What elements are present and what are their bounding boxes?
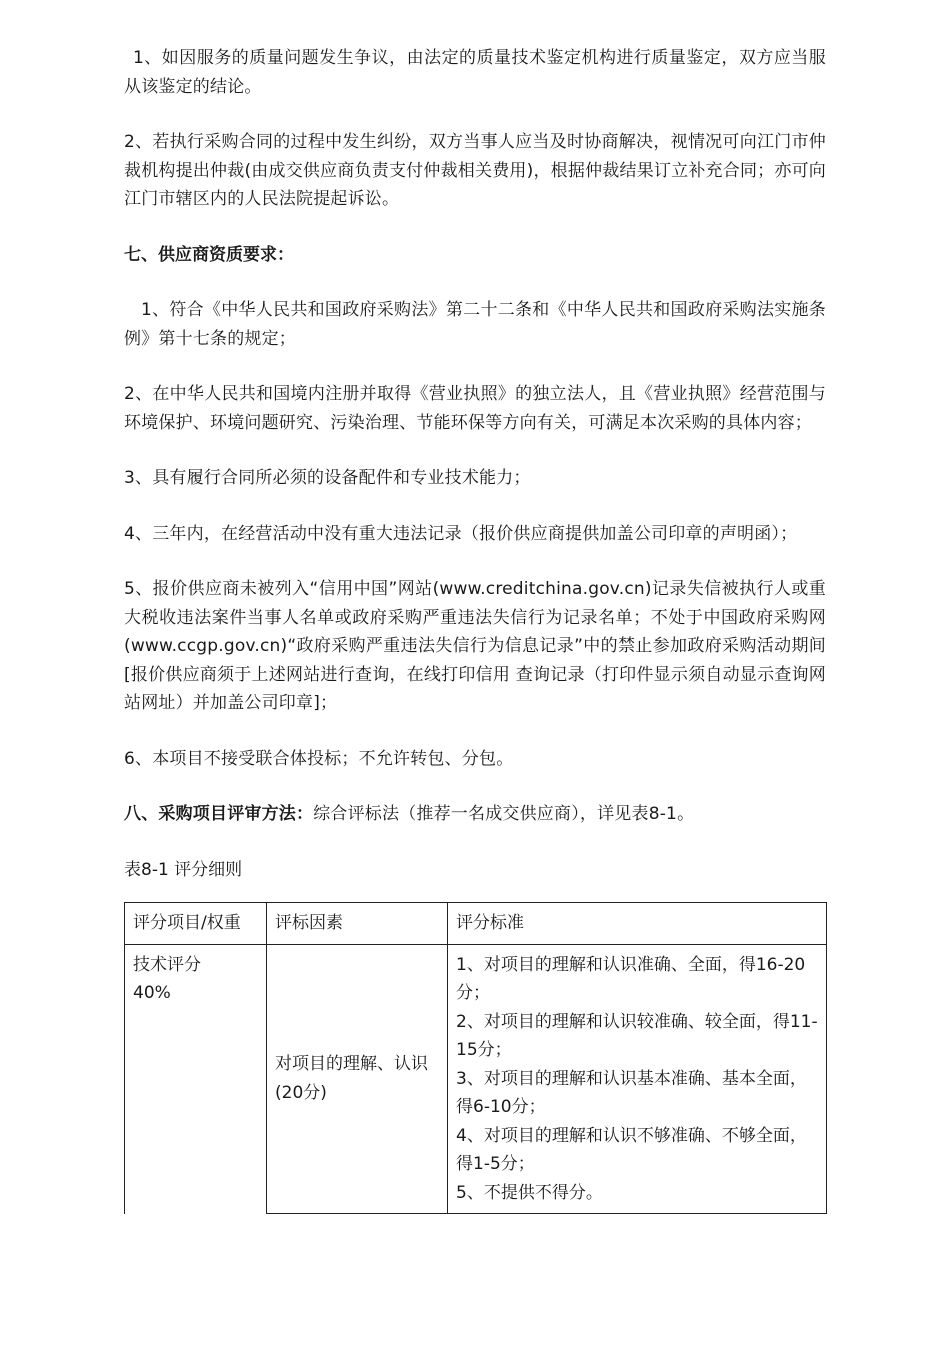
section8-paragraph — [124, 800, 826, 829]
category-weight: 40% — [133, 983, 171, 1003]
document-page — [124, 44, 826, 1214]
criteria-item: 5、不提供不得分。 — [456, 1182, 603, 1203]
section7-title: 七、供应商资质要求： — [124, 244, 294, 265]
section8-title: 八、采购项目评审方法： — [124, 804, 314, 824]
header-category: 评分项目/权重 — [125, 903, 267, 945]
section7-item-5: 5、报价供应商未被列入“信用中国”网站(www.creditchina.gov.cn)记录失信被执行人或重大税收违法案件当事人名单或政府采购严重违法失信行为记录名单；不处于中国政府采购网(www.ccgp.gov.cn)“政府采购严重违法失信行为信息记录”中的禁止参加政府采购活动期间[报价供应商须于上述网站进行查询，在线打印信用 查询记录（打印件显示须自动显示查询网站网址）并加盖公司印章]； — [124, 579, 826, 713]
section7-item-2: 2、在中华人民共和国境内注册并取得《营业执照》的独立法人，且《营业执照》经营范围与环境保护、环境问题研究、污染治理、节能环保等方向有关，可满足本次采购的具体内容； — [124, 384, 826, 433]
criteria-item: 4、对项目的理解和认识不够准确、不够全面，得1-5分； — [456, 1125, 807, 1174]
table-caption: 表8-1 评分细则 — [124, 859, 243, 880]
factor-cell: 对项目的理解、认识(20分) — [267, 944, 448, 1214]
criteria-cell — [448, 944, 827, 1214]
criteria-item: 1、对项目的理解和认识准确、全面，得16-20分； — [456, 954, 806, 1003]
section8-text: 综合评标法（推荐一名成交供应商），详见表8-1。 — [313, 804, 695, 824]
criteria-item: 3、对项目的理解和认识基本准确、基本全面，得6-10分； — [456, 1068, 807, 1117]
section6-item-2: 2、若执行采购合同的过程中发生纠纷，双方当事人应当及时协商解决，视情况可向江门市仲裁机构提出仲裁(由成交供应商负责支付仲裁相关费用)，根据仲裁结果订立补充合同；亦可向江门市辖区内的人民法院提起诉讼。 — [124, 132, 826, 209]
section7-item-6: 6、本项目不接受联合体投标；不允许转包、分包。 — [124, 748, 514, 769]
table-row — [125, 944, 827, 1214]
section7-item-4: 4、三年内，在经营活动中没有重大违法记录（报价供应商提供加盖公司印章的声明函）； — [124, 523, 798, 544]
header-criteria: 评分标准 — [448, 903, 827, 945]
table-header-row — [125, 903, 827, 945]
category-name: 技术评分 — [133, 954, 201, 975]
section7-item-1: 1、符合《中华人民共和国政府采购法》第二十二条和《中华人民共和国政府采购法实施条例》第十七条的规定； — [124, 300, 826, 349]
header-factor: 评标因素 — [267, 903, 448, 945]
scoring-table — [124, 902, 827, 1214]
category-cell — [125, 944, 267, 1214]
criteria-item: 2、对项目的理解和认识较准确、较全面，得11-15分； — [456, 1011, 818, 1060]
section7-item-3: 3、具有履行合同所必须的设备配件和专业技术能力； — [124, 468, 531, 488]
section6-item-1: 1、如因服务的质量问题发生争议，由法定的质量技术鉴定机构进行质量鉴定，双方应当服从该鉴定的结论。 — [124, 48, 826, 97]
